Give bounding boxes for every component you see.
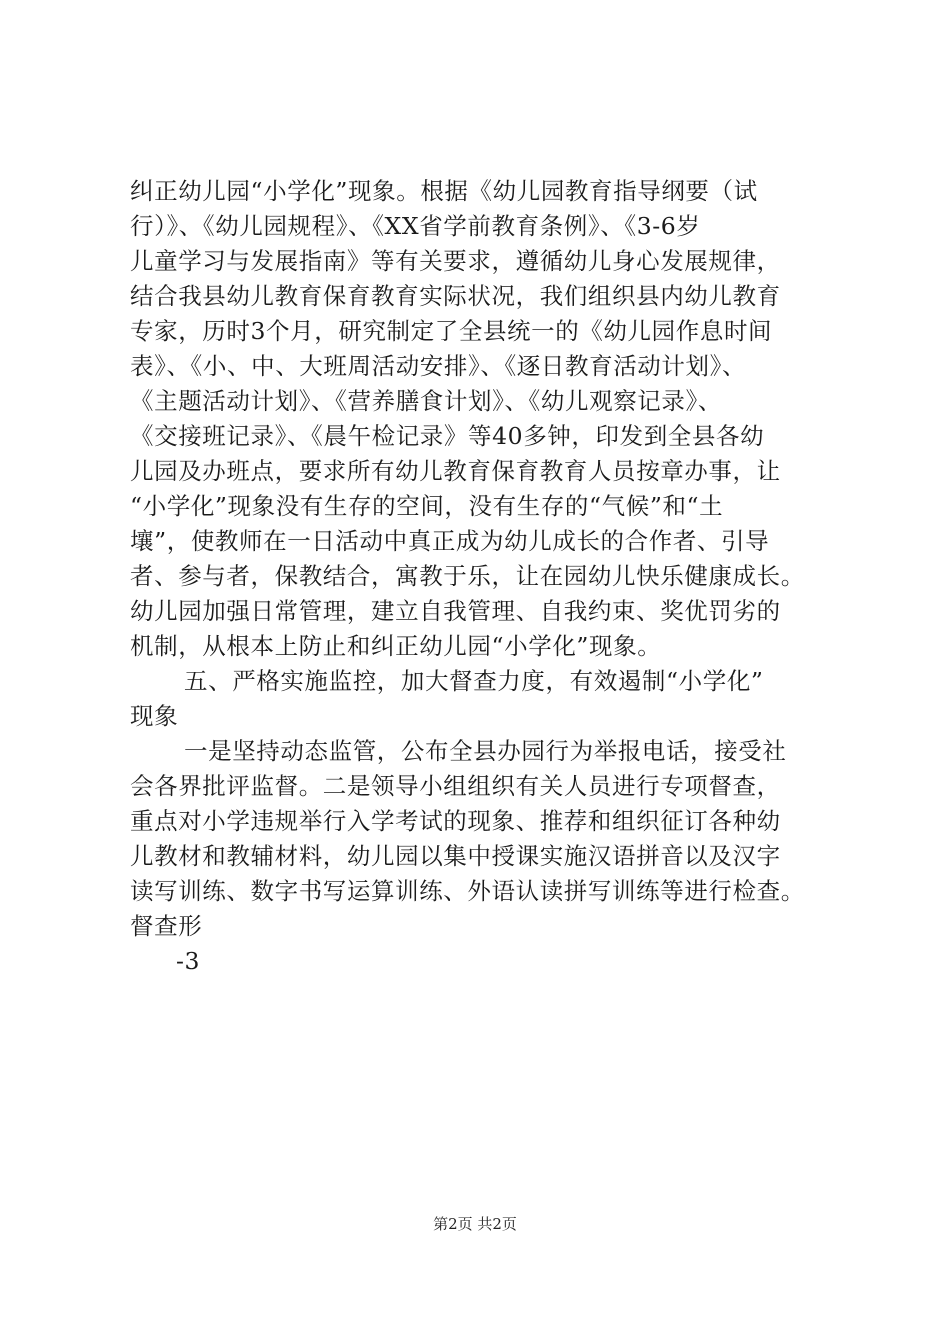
body-line: 结合我县幼儿教育保育教育实际状况，我们组织县内幼儿教育 [130,282,781,310]
body-line: 一是坚持动态监管，公布全县办园行为举报电话，接受社 [184,737,787,765]
body-line: 儿教材和教辅材料，幼儿园以集中授课实施汉语拼音以及汉字 [130,842,781,870]
body-line: 者、参与者，保教结合，寓教于乐，让在园幼儿快乐健康成长。 [130,562,805,590]
body-line: 幼儿园加强日常管理，建立自我管理、自我约束、奖优罚劣的 [130,597,781,625]
body-line: 机制，从根本上防止和纠正幼儿园“小学化”现象。 [130,632,662,660]
body-line: 儿童学习与发展指南》等有关要求，遵循幼儿身心发展规律， [130,247,781,275]
body-line: 《主题活动计划》、《营养膳食计划》、《幼儿观察记录》、 [130,387,722,415]
section-heading-continued: 现象 [130,702,179,730]
body-line: 纠正幼儿园“小学化”现象。根据《幼儿园教育指导纲要（试 [130,177,758,205]
page-footer: 第2页 共2页 [433,1215,517,1233]
body-line: 重点对小学违规举行入学考试的现象、推荐和组织征订各种幼 [130,807,781,835]
body-line: 《交接班记录》、《晨午检记录》等40多钟，印发到全县各幼 [130,422,765,450]
page-marker: -3 [176,947,201,975]
body-line: 表》、《小、中、大班周活动安排》、《逐日教育活动计划》、 [130,352,747,380]
body-line: 壤”，使教师在一日活动中真正成为幼儿成长的合作者、引导 [130,527,770,555]
body-line: 行）》、《幼儿园规程》、《XX省学前教育条例》、《3-6岁 [130,212,701,240]
body-line: 会各界批评监督。二是领导小组组织有关人员进行专项督查， [130,772,781,800]
body-line: 读写训练、数字书写运算训练、外语认读拼写训练等进行检查。 [130,877,805,905]
section-heading: 五、严格实施监控，加大督查力度，有效遏制“小学化” [184,667,764,695]
body-line: 儿园及办班点，要求所有幼儿教育保育教育人员按章办事，让 [130,457,781,485]
body-line: 督查形 [130,912,203,940]
body-line: 专家，历时3个月，研究制定了全县统一的《幼儿园作息时间 [130,317,773,345]
body-line: “小学化”现象没有生存的空间，没有生存的“气候”和“土 [130,492,724,520]
